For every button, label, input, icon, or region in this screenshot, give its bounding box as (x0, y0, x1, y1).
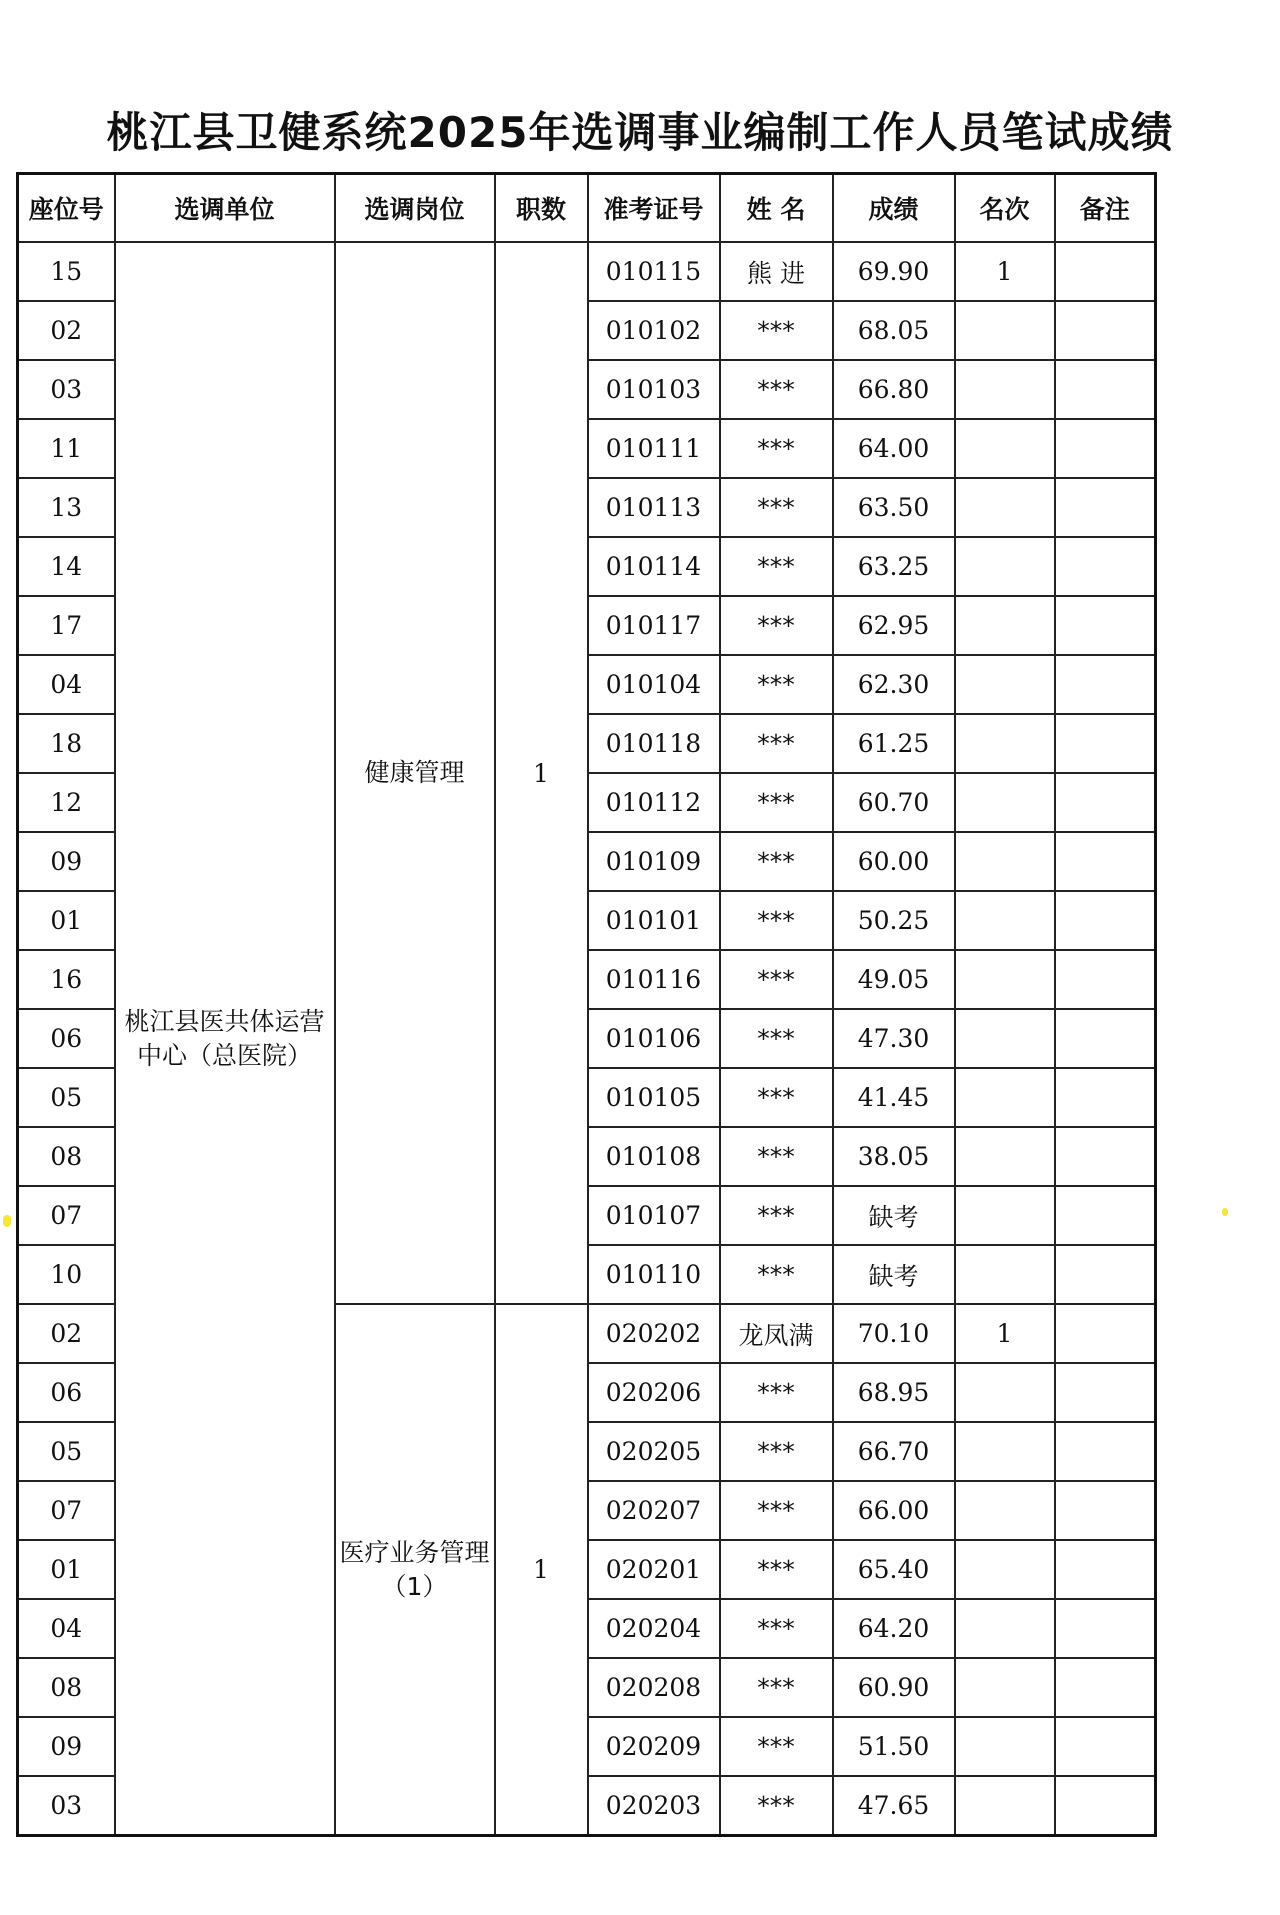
header-note: 备注 (1055, 174, 1156, 243)
page-title: 桃江县卫健系统2025年选调事业编制工作人员笔试成绩 (106, 108, 1174, 157)
seat-cell: 06 (18, 1363, 115, 1422)
score-cell: 63.50 (833, 478, 955, 537)
rank-cell (955, 596, 1055, 655)
exam-no-cell: 010117 (588, 596, 720, 655)
seat-cell: 01 (18, 1540, 115, 1599)
rank-cell (955, 1245, 1055, 1304)
rank-cell: 1 (955, 1304, 1055, 1363)
name-cell: *** (720, 1776, 833, 1836)
score-cell: 66.80 (833, 360, 955, 419)
name-cell: *** (720, 1481, 833, 1540)
score-cell: 64.00 (833, 419, 955, 478)
highlighter-mark (3, 1215, 11, 1227)
exam-no-cell: 020205 (588, 1422, 720, 1481)
highlighter-mark (1222, 1208, 1228, 1216)
score-cell: 66.00 (833, 1481, 955, 1540)
exam-no-cell: 020204 (588, 1599, 720, 1658)
exam-no-cell: 020207 (588, 1481, 720, 1540)
name-cell: *** (720, 773, 833, 832)
note-cell (1055, 1422, 1156, 1481)
rank-cell (955, 1068, 1055, 1127)
score-cell: 68.95 (833, 1363, 955, 1422)
note-cell (1055, 950, 1156, 1009)
post-cell: 健康管理 (335, 242, 495, 1304)
header-row (18, 174, 1156, 243)
header-exam-no: 准考证号 (588, 174, 720, 243)
seat-cell: 08 (18, 1658, 115, 1717)
seat-cell: 02 (18, 301, 115, 360)
rank-cell (955, 773, 1055, 832)
exam-no-cell: 010115 (588, 242, 720, 301)
note-cell (1055, 1127, 1156, 1186)
name-cell: *** (720, 1245, 833, 1304)
note-cell (1055, 773, 1156, 832)
name-cell: 熊 进 (720, 242, 833, 301)
exam-no-cell: 020208 (588, 1658, 720, 1717)
seat-cell: 07 (18, 1481, 115, 1540)
exam-no-cell: 010113 (588, 478, 720, 537)
note-cell (1055, 655, 1156, 714)
rank-cell (955, 1717, 1055, 1776)
score-cell: 41.45 (833, 1068, 955, 1127)
seat-cell: 07 (18, 1186, 115, 1245)
score-cell: 47.30 (833, 1009, 955, 1068)
note-cell (1055, 242, 1156, 301)
rank-cell (955, 1422, 1055, 1481)
name-cell: *** (720, 537, 833, 596)
note-cell (1055, 714, 1156, 773)
note-cell (1055, 1481, 1156, 1540)
name-cell: 龙凤满 (720, 1304, 833, 1363)
rank-cell (955, 1363, 1055, 1422)
exam-no-cell: 010110 (588, 1245, 720, 1304)
note-cell (1055, 1068, 1156, 1127)
seat-cell: 12 (18, 773, 115, 832)
rank-cell (955, 301, 1055, 360)
name-cell: *** (720, 301, 833, 360)
rank-cell (955, 950, 1055, 1009)
rank-cell (955, 891, 1055, 950)
name-cell: *** (720, 419, 833, 478)
name-cell: *** (720, 1009, 833, 1068)
score-cell: 50.25 (833, 891, 955, 950)
score-cell: 62.95 (833, 596, 955, 655)
note-cell (1055, 1776, 1156, 1836)
header-seat: 座位号 (18, 174, 115, 243)
rank-cell (955, 1009, 1055, 1068)
exam-no-cell: 010104 (588, 655, 720, 714)
exam-no-cell: 020201 (588, 1540, 720, 1599)
count-cell: 1 (495, 242, 588, 1304)
seat-cell: 10 (18, 1245, 115, 1304)
name-cell: *** (720, 832, 833, 891)
rank-cell (955, 655, 1055, 714)
score-cell: 缺考 (833, 1245, 955, 1304)
name-cell: *** (720, 1658, 833, 1717)
rank-cell (955, 1540, 1055, 1599)
rank-cell (955, 360, 1055, 419)
name-cell: *** (720, 360, 833, 419)
note-cell (1055, 1186, 1156, 1245)
note-cell (1055, 301, 1156, 360)
score-cell: 60.90 (833, 1658, 955, 1717)
name-cell: *** (720, 596, 833, 655)
seat-cell: 05 (18, 1422, 115, 1481)
name-cell: *** (720, 478, 833, 537)
header-name: 姓 名 (720, 174, 833, 243)
score-cell: 60.00 (833, 832, 955, 891)
score-cell: 66.70 (833, 1422, 955, 1481)
header-count: 职数 (495, 174, 588, 243)
exam-no-cell: 010102 (588, 301, 720, 360)
score-cell: 60.70 (833, 773, 955, 832)
score-cell: 68.05 (833, 301, 955, 360)
name-cell: *** (720, 1422, 833, 1481)
header-unit: 选调单位 (115, 174, 335, 243)
rank-cell: 1 (955, 242, 1055, 301)
note-cell (1055, 1304, 1156, 1363)
exam-no-cell: 010103 (588, 360, 720, 419)
score-cell: 63.25 (833, 537, 955, 596)
scores-table (16, 172, 1157, 1837)
name-cell: *** (720, 1127, 833, 1186)
exam-no-cell: 010116 (588, 950, 720, 1009)
seat-cell: 01 (18, 891, 115, 950)
exam-no-cell: 010105 (588, 1068, 720, 1127)
note-cell (1055, 1245, 1156, 1304)
count-cell: 1 (495, 1304, 588, 1836)
note-cell (1055, 1717, 1156, 1776)
exam-no-cell: 010118 (588, 714, 720, 773)
table-body (18, 242, 1156, 1836)
rank-cell (955, 1658, 1055, 1717)
note-cell (1055, 478, 1156, 537)
exam-no-cell: 020206 (588, 1363, 720, 1422)
note-cell (1055, 1363, 1156, 1422)
rank-cell (955, 832, 1055, 891)
table-header (18, 174, 1156, 243)
header-rank: 名次 (955, 174, 1055, 243)
seat-cell: 09 (18, 832, 115, 891)
rank-cell (955, 537, 1055, 596)
rank-cell (955, 1186, 1055, 1245)
seat-cell: 17 (18, 596, 115, 655)
header-score: 成绩 (833, 174, 955, 243)
exam-no-cell: 020203 (588, 1776, 720, 1836)
exam-no-cell: 010106 (588, 1009, 720, 1068)
name-cell: *** (720, 950, 833, 1009)
unit-cell: 桃江县医共体运营中心（总医院） (115, 242, 335, 1836)
seat-cell: 03 (18, 1776, 115, 1836)
score-cell: 缺考 (833, 1186, 955, 1245)
note-cell (1055, 1599, 1156, 1658)
score-cell: 47.65 (833, 1776, 955, 1836)
score-cell: 64.20 (833, 1599, 955, 1658)
score-cell: 65.40 (833, 1540, 955, 1599)
seat-cell: 08 (18, 1127, 115, 1186)
seat-cell: 05 (18, 1068, 115, 1127)
seat-cell: 18 (18, 714, 115, 773)
score-cell: 51.50 (833, 1717, 955, 1776)
exam-no-cell: 010111 (588, 419, 720, 478)
note-cell (1055, 1009, 1156, 1068)
seat-cell: 14 (18, 537, 115, 596)
score-cell: 61.25 (833, 714, 955, 773)
score-cell: 69.90 (833, 242, 955, 301)
note-cell (1055, 891, 1156, 950)
rank-cell (955, 1481, 1055, 1540)
seat-cell: 06 (18, 1009, 115, 1068)
name-cell: *** (720, 1363, 833, 1422)
note-cell (1055, 419, 1156, 478)
note-cell (1055, 832, 1156, 891)
exam-no-cell: 020202 (588, 1304, 720, 1363)
seat-cell: 15 (18, 242, 115, 301)
score-cell: 62.30 (833, 655, 955, 714)
name-cell: *** (720, 891, 833, 950)
score-cell: 38.05 (833, 1127, 955, 1186)
name-cell: *** (720, 1540, 833, 1599)
header-post: 选调岗位 (335, 174, 495, 243)
seat-cell: 11 (18, 419, 115, 478)
seat-cell: 04 (18, 655, 115, 714)
name-cell: *** (720, 1068, 833, 1127)
seat-cell: 04 (18, 1599, 115, 1658)
seat-cell: 16 (18, 950, 115, 1009)
name-cell: *** (720, 1599, 833, 1658)
score-cell: 49.05 (833, 950, 955, 1009)
name-cell: *** (720, 714, 833, 773)
seat-cell: 03 (18, 360, 115, 419)
exam-no-cell: 020209 (588, 1717, 720, 1776)
rank-cell (955, 478, 1055, 537)
exam-no-cell: 010109 (588, 832, 720, 891)
note-cell (1055, 537, 1156, 596)
note-cell (1055, 1540, 1156, 1599)
exam-no-cell: 010107 (588, 1186, 720, 1245)
note-cell (1055, 360, 1156, 419)
post-cell: 医疗业务管理（1） (335, 1304, 495, 1836)
rank-cell (955, 1776, 1055, 1836)
note-cell (1055, 1658, 1156, 1717)
exam-no-cell: 010112 (588, 773, 720, 832)
note-cell (1055, 596, 1156, 655)
rank-cell (955, 1599, 1055, 1658)
name-cell: *** (720, 655, 833, 714)
seat-cell: 13 (18, 478, 115, 537)
exam-no-cell: 010108 (588, 1127, 720, 1186)
rank-cell (955, 1127, 1055, 1186)
seat-cell: 02 (18, 1304, 115, 1363)
score-cell: 70.10 (833, 1304, 955, 1363)
rank-cell (955, 714, 1055, 773)
name-cell: *** (720, 1186, 833, 1245)
table-row (18, 242, 1156, 301)
exam-no-cell: 010114 (588, 537, 720, 596)
exam-no-cell: 010101 (588, 891, 720, 950)
seat-cell: 09 (18, 1717, 115, 1776)
rank-cell (955, 419, 1055, 478)
name-cell: *** (720, 1717, 833, 1776)
